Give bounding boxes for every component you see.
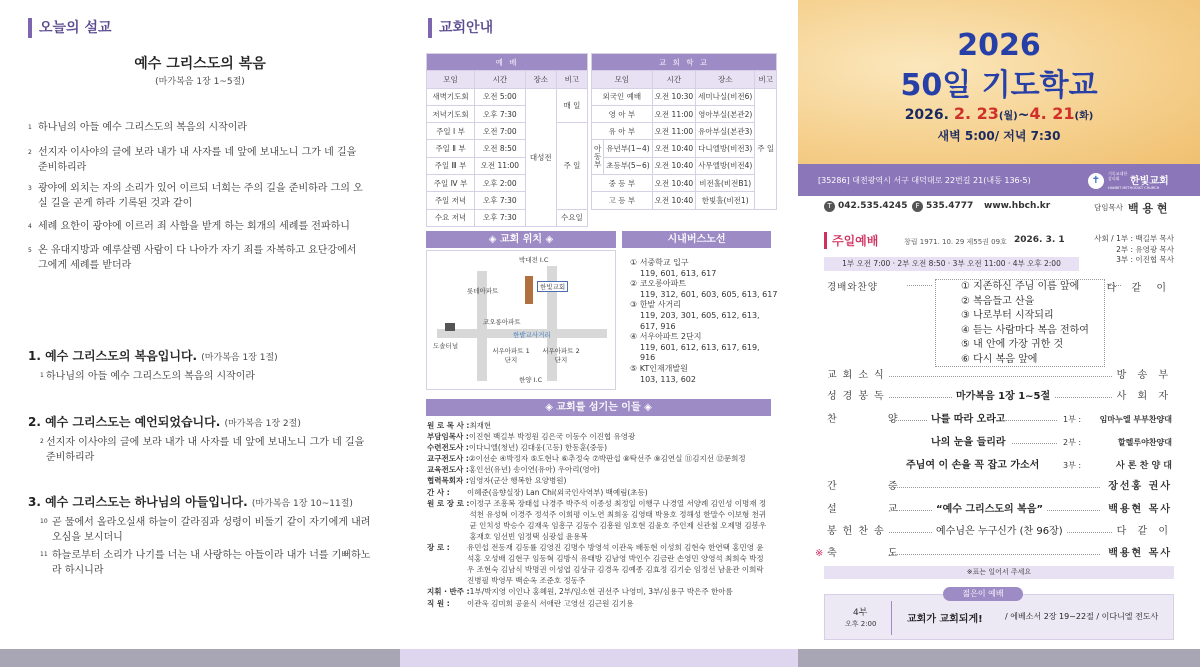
map-label-north: 박대전 I.C <box>519 256 549 264</box>
order-news: 교회소식 방 송 부 <box>827 370 1172 381</box>
order-title: 주일예배 <box>824 232 878 249</box>
list-item: 장 로 : 유민섭 전동재 김동률 김영진 김명수 방영석 이관욱 배동현 이성희 김현숙 한연택 홍민영 윤석홍 오성배 김현구 임동혁 김방식 유태방 김남영 박인수 김금란 손영민 양영석 최희숙 박정우 조현숙 김남식 박명권 이성엽 김상규 김경옥 김예종 김효정 김기순 임정선 남윤관 이희락 진병필 박영무 백순옥 조준호 정동주 <box>427 543 764 586</box>
prayer-dates: 2026. 2. 23(월)~4. 21(화) <box>904 104 1094 123</box>
standing-note: ※표는 일어서 주세요 <box>824 566 1174 579</box>
school-title: 교 회 학 교 <box>592 54 777 71</box>
map-label-church: 한빛교회 <box>537 281 568 292</box>
col-header: 시간 <box>475 71 526 88</box>
verse-1: 1 하나님의 아들 예수 그리스도의 복음의 시작이라 <box>28 122 248 133</box>
youth-reference: / 에베소서 2장 19~22절 / 이다니엘 전도사 <box>1005 612 1159 621</box>
location-map <box>426 250 616 390</box>
prayer-school-banner <box>798 0 1200 164</box>
verse-3: 3 광야에 외치는 자의 소리가 있어 이르되 너희는 주의 길을 준비하라 그의 오실 길을 곧게 하라 기록된 것과 같이 <box>28 183 363 209</box>
pastor-label: 담임목사 <box>1094 203 1123 212</box>
youth-worship <box>824 589 1174 640</box>
sermon-point-3: 3. 예수 그리스도는 하나님의 아들입니다. (마가복음 1장 10~11절) 10 곧 물에서 올라오실새 하늘이 갈라짐과 성령이 비둘기 같이 자기에게 내려오심을 보시더니 11 하늘로부터 소리가 나기를 너는 내 사랑하는 아들이라 내가 너를 기뻐하노라 하시니라 <box>28 495 371 576</box>
bus-stop: ① 서중학교 입구 119, 601, 613, 617 <box>630 258 717 278</box>
worship-title: 예 배 <box>427 54 588 71</box>
bus-stop: ③ 한밭 사거리 119, 203, 301, 605, 612, 613, 617, 916 <box>630 300 760 331</box>
leaders: 사회 / 1부 : 백길부 목사 2부 : 유영광 목사 3부 : 이진협 목사 <box>1094 234 1174 264</box>
verse-2: 2 선지자 이사야의 글에 보라 내가 내 사자를 네 앞에 보내노니 그가 네 길을 준비하리라 <box>28 147 357 173</box>
table-row: 유 아 부 오전 11:00 유아부실(본관3) <box>592 123 777 140</box>
col-header: 모임 <box>592 71 653 88</box>
worship-order-panel <box>798 0 1200 667</box>
table-row: 주일 Ⅳ 부 오후 2:00 <box>427 175 588 192</box>
service-times: 1부 오전 7:00 · 2부 오전 8:50 · 3부 오전 11:00 · 4부 오후 2:00 <box>824 257 1079 271</box>
bottom-band <box>400 649 798 667</box>
phone-icon: T <box>824 201 835 212</box>
map-label-tunnel: 도솔터널 <box>433 342 459 350</box>
church-info-header: 교회안내 <box>428 18 493 38</box>
order-meta: 창립 1971. 10. 29 제55권 09호 <box>904 238 1007 246</box>
servers-title: ◈ 교회를 섬기는 이들 ◈ <box>426 399 771 416</box>
church-address: [35286] 대전광역시 서구 대덕대로 22번길 21(내동 136-5) <box>818 176 1031 185</box>
bottom-band <box>798 649 1200 667</box>
phone-number: 042.535.4245 <box>838 201 908 211</box>
col-header: 장소 <box>696 71 755 88</box>
address-bar <box>798 164 1200 218</box>
fax-number: 535.4777 <box>926 201 974 211</box>
list-item: 원 로 장 로 : 이정구 조흥복 장태섭 나경주 박주석 이종성 최정일 이행구 나경열 서양례 김인성 이명재 정석천 유성혁 이경주 정석주 이희평 이노연 최희웅 김영태 박용호 정해성 한말수 이보형 천귀균 인치성 박승수 김재욱 임흥구 김동수 김흥원 임호현 김윤호 주인제 신관철 오제명 김봉우 홍재호 임선빈 임정택 심광섭 윤용복 <box>427 498 767 541</box>
sermon-panel <box>0 0 400 667</box>
servers-list <box>427 420 767 609</box>
bus-routes <box>630 258 790 385</box>
church-school-table <box>591 53 777 210</box>
table-row: 고 등 부 오전 10:40 한빛홀(비전1) <box>592 192 777 209</box>
location-title: ◈ 교회 위치 ◈ <box>426 231 616 248</box>
table-row: 중 등 부 오전 10:40 비전홀(비전B1) <box>592 175 777 192</box>
worship-table <box>426 53 588 227</box>
sermon-title: 예수 그리스도의 복음 <box>134 56 266 72</box>
table-row: 영 아 부 오전 11:00 영아부실(본관2) <box>592 105 777 122</box>
table-row: 저녁기도회 오후 7:30 <box>427 105 588 122</box>
list-item: 지휘 · 반주 : 1부/박지영 이인나 홍혜원, 2부/임소현 권선주 나영미, 3부/심용구 박은주 한아름 <box>427 587 733 597</box>
sermon-point-1: 1. 예수 그리스도의 복음입니다. (마가복음 1장 1절) 1 하나님의 아들 예수 그리스도의 복음의 시작이라 <box>28 349 278 382</box>
praise-list: ① 지존하신 주님 이름 앞에 ② 복음들고 산을 ③ 나로부터 시작되리 ④ 듣는 사람마다 복음 전하여 ⑤ 내 안에 가장 귀한 것 ⑥ 다시 복음 앞에 <box>935 279 1105 367</box>
prayer-year: 2026 <box>957 28 1041 63</box>
order-offering: 봉헌찬송 예수님은 누구신가 (찬 96장) 다 같 이 <box>827 522 1172 542</box>
order-testimony: 간 증 장선홍 권사 <box>827 481 1172 492</box>
youth-part: 4부 <box>853 608 868 618</box>
youth-time: 오후 2:00 <box>845 620 877 628</box>
table-row: 외국인 예배 오전 10:30 세미나실(비전6) 주 일 <box>592 88 777 105</box>
logo-icon: ✝ <box>1088 173 1104 189</box>
church-logo: ✝ 기독교대한감리회 한빛교회 HANBIT METHODIST CHURCH <box>1088 171 1193 193</box>
order-blessing: ※ 축 도 백용현 목사 <box>827 544 1172 564</box>
map-label-lotte: 롯데아파트 <box>467 287 499 295</box>
list-item: 교육전도사 : 홍인선(유년) 송이연(유아) 우아리(영아) <box>427 465 600 475</box>
sermon-reference: (마가복음 1장 1~5절) <box>155 77 245 87</box>
list-item: 교구전도사 : ②이선순 ④박정자 ⑤도현나 ⑥추정숙 ⑦박판섭 ⑧탁선주 ⑨김연실 ⑪김지선 ⑫문희정 <box>427 454 746 464</box>
map-graphic <box>427 251 615 389</box>
website[interactable]: www.hbch.kr <box>984 201 1051 211</box>
list-item: 부담임목사 : 이진현 백길부 박정원 김은국 이동수 이진협 유영광 <box>427 432 636 442</box>
sermon-point-2: 2. 예수 그리스도는 예언되었습니다. (마가복음 1장 2절) 2 선지자 이사야의 글에 보라 내가 내 사자를 네 앞에 보내노니 그가 네 길을 준비하리라 <box>28 415 365 463</box>
order-reading: 성경봉독 마가복음 1장 1~5절 사 회 자 <box>827 387 1172 407</box>
col-header: 장소 <box>525 71 556 88</box>
standing-mark: ※ <box>815 548 824 559</box>
table-row: 초등부(5~6) 오전 10:40 사무엘방(비전4) <box>592 157 777 174</box>
list-item: 수련전도사 : 이다니엘(청년) 김대웅(고등) 한동훈(중등) <box>427 443 608 453</box>
list-item: 원 로 목 사 : 최재현 <box>427 421 492 430</box>
col-header: 모임 <box>427 71 475 88</box>
praise-label: 경배와찬양 <box>827 282 878 293</box>
map-label-kolon: 코오롱아파트 <box>483 318 521 326</box>
contact-row <box>798 196 1200 218</box>
table-row: 아동부 유년부(1~4) 오전 10:40 다니엘방(비전3) <box>592 140 777 157</box>
sermon-header: 오늘의 설교 <box>28 18 112 38</box>
table-row: 주일 Ⅱ 부 오전 8:50 <box>427 140 588 157</box>
list-item: 직 원 : 이관욱 김미희 공윤식 서애란 고영선 김근원 김기용 <box>427 598 634 608</box>
prayer-title: 50일 기도학교 <box>900 68 1098 103</box>
bottom-band <box>0 649 400 667</box>
col-header: 비고 <box>755 71 777 88</box>
col-header: 시간 <box>652 71 696 88</box>
praise-by: 다 같 이 <box>1106 283 1172 294</box>
col-header: 비고 <box>556 71 587 88</box>
table-row: 주일 Ⅰ 부 오전 7:00 주 일 <box>427 123 588 140</box>
table-row: 새벽기도회 오전 5:00 대성전 매 일 <box>427 88 588 105</box>
map-label-seou2: 서우아파트 2단지 <box>542 347 580 364</box>
order-hymn: 찬 양 나를 따라 오라고 1부 : 임마누엘 부부찬양대 나의 눈을 들리라 2부 : 할렐루야찬양대 주님여 이 손을 꼭 잡고 가소서 3부 : 사 론 찬 양 대 <box>827 410 1172 480</box>
church-info-panel <box>400 0 798 667</box>
map-label-crossing: 한밭교사거리 <box>513 331 551 339</box>
map-label-south: 한양 I.C <box>519 376 543 384</box>
praise-section <box>827 279 1172 365</box>
map-label-seou1: 서우아파트 1단지 <box>492 347 530 364</box>
list-item: 협력목회자 : 임영자(군산 행복한 요양병원) <box>427 476 567 486</box>
verse-5: 5 온 유대지방과 예루살렘 사람이 다 나아가 자기 죄를 자복하고 요단강에서 그에게 세례를 받더라 <box>28 245 357 271</box>
fax-icon: F <box>912 201 923 212</box>
bus-stop: ② 코오롱아파트 119, 312, 601, 603, 605, 613, 617 <box>630 279 778 299</box>
prayer-time: 새벽 5:00/ 저녁 7:30 <box>937 129 1061 143</box>
order-date: 2026. 3. 1 <box>1014 235 1065 245</box>
list-item: 간 사 : 이혜준(음향실장) Lan Chi(외국인사역부) 백예림(초등) <box>427 487 648 497</box>
youth-title: 젊은이 예배 <box>943 587 1023 601</box>
table-row: 주일 저녁 오후 7:30 <box>427 192 588 209</box>
verse-4: 4 세례 요한이 광야에 이르러 죄 사함을 받게 하는 회개의 세례를 전파하니 <box>28 221 350 232</box>
bus-stop: ⑤ KT인재개발원 103, 113, 602 <box>630 363 696 384</box>
pastor-name: 백 용 현 <box>1128 202 1168 215</box>
table-row: 수요 저녁 오후 7:30 수요일 <box>427 209 588 226</box>
table-row: 주일 Ⅲ 부 오전 11:00 <box>427 157 588 174</box>
bus-stop: ④ 서우아파트 2단지 119, 601, 612, 613, 617, 619, 916 <box>630 332 760 363</box>
youth-sermon-title: 교회가 교회되게! <box>907 614 983 625</box>
bus-title: 시내버스노선 <box>622 231 771 248</box>
order-sermon: 설 교 “예수 그리스도의 복음” 백용현 목사 <box>827 500 1172 520</box>
